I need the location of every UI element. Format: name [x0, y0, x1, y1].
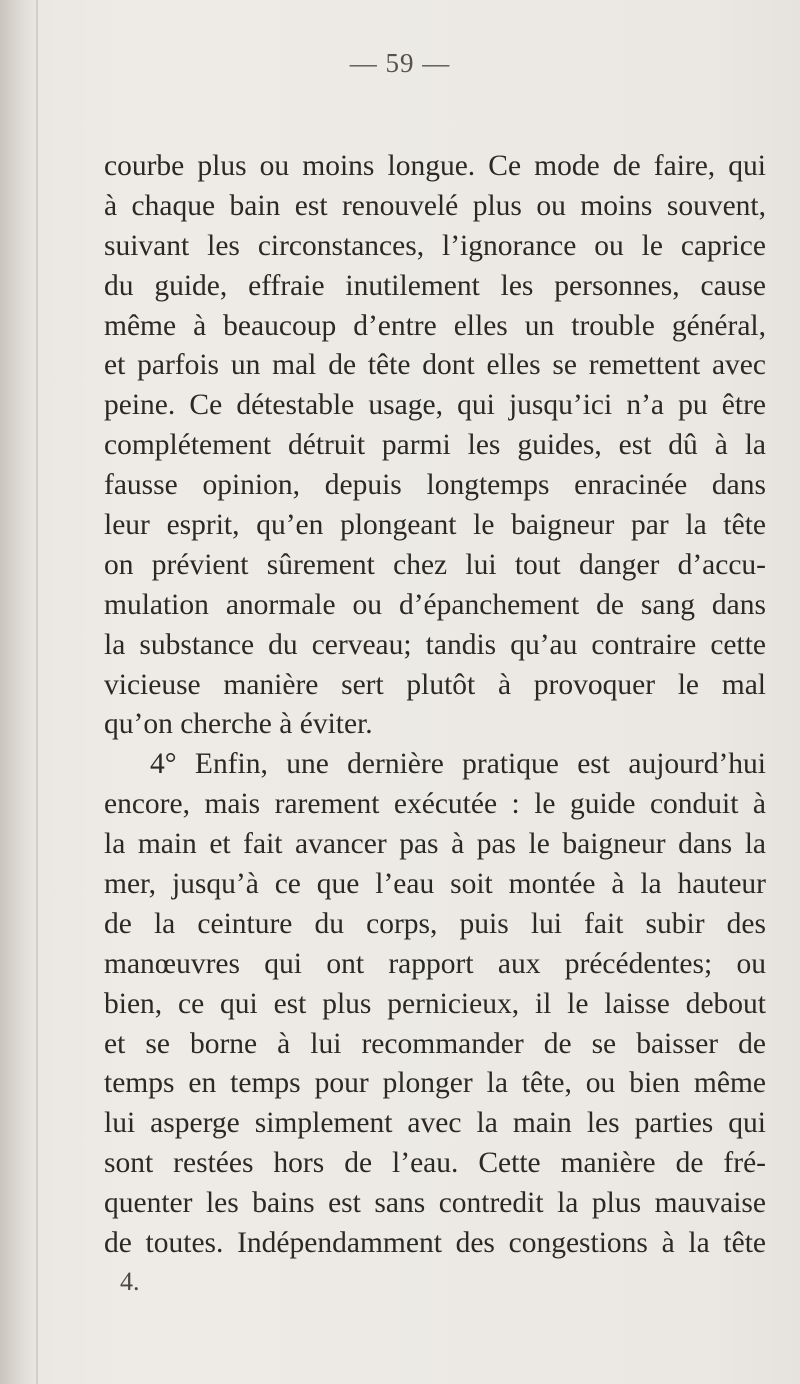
text-line: fausse opinion, depuis longtemps enracinée dans: [104, 469, 766, 502]
text-line: de la ceinture du corps, puis lui fait subir des: [104, 907, 766, 940]
text-line: sont restées hors de l’eau. Cette manière de fré-: [104, 1147, 766, 1180]
page-number: — 59 —: [349, 48, 451, 78]
text-line: quenter les bains est sans contredit la plus mauvaise: [104, 1187, 766, 1220]
text-line: bien, ce qui est plus pernicieux, il le laisse debout: [104, 987, 766, 1020]
text-line: et se borne à lui recommander de se baisser de: [104, 1027, 766, 1060]
paragraph-first-line: 4° Enfin, une dernière pratique est aujourd’hui: [150, 748, 766, 781]
text-line: suivant les circonstances, l’ignorance ou le caprice: [104, 229, 766, 262]
text-line: courbe plus ou moins longue. Ce mode de faire, qui: [104, 150, 766, 182]
text-line: manœuvres qui ont rapport aux précédentes; ou: [104, 947, 766, 980]
text-line: leur esprit, qu’en plongeant le baigneur par la tête: [104, 509, 766, 542]
text-line: la substance du cerveau; tandis qu’au contraire cette: [104, 628, 766, 661]
text-line: complétement détruit parmi les guides, est dû à la: [104, 429, 766, 462]
text-line: peine. Ce détestable usage, qui jusqu’ici n’a pu être: [104, 389, 766, 422]
text-line: de toutes. Indépendamment des congestions à la tête: [104, 1227, 766, 1260]
text-line: du guide, effraie inutilement les personnes, cause: [104, 269, 766, 302]
text-line: mer, jusqu’à ce que l’eau soit montée à la hauteur: [104, 868, 766, 901]
text-line: qu’on cherche à éviter.: [104, 708, 373, 741]
text-line: lui asperge simplement avec la main les parties qui: [104, 1107, 766, 1140]
text-line: la main et fait avancer pas à pas le baigneur dans la: [104, 828, 766, 861]
binding-edge: [0, 0, 34, 1384]
text-line: on prévient sûrement chez lui tout danger d’accu-: [104, 548, 766, 581]
text-line: mulation anormale ou d’épanchement de sang dans: [104, 588, 766, 621]
binding-shadow-line: [36, 0, 38, 1384]
text-line: vicieuse manière sert plutôt à provoquer le mal: [104, 668, 766, 701]
text-line: et parfois un mal de tête dont elles se remettent avec: [104, 349, 766, 382]
text-line: encore, mais rarement exécutée : le guide conduit à: [104, 788, 766, 821]
signature-mark: 4.: [120, 1267, 140, 1296]
text-line: même à beaucoup d’entre elles un trouble général,: [104, 309, 766, 342]
body-text: [104, 147, 766, 1264]
text-line: temps en temps pour plonger la tête, ou bien même: [104, 1067, 766, 1100]
text-line: à chaque bain est renouvelé plus ou moins souvent,: [104, 189, 766, 222]
